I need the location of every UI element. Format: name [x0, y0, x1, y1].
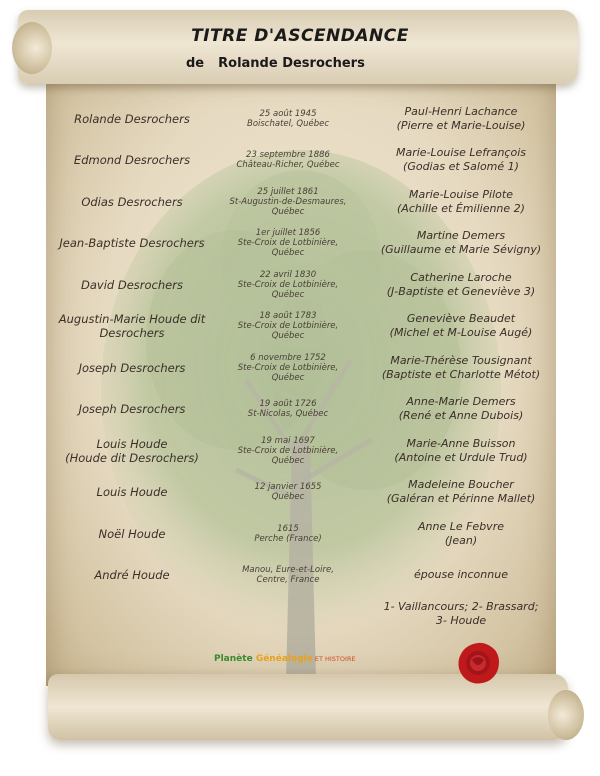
ancestor-name-line: Jean-Baptiste Desrochers [59, 236, 205, 250]
birth-info-line: Ste-Croix de Lotbinière, [237, 321, 339, 331]
table-row [0, 306, 600, 348]
spouse-info-line: (Antoine et Urdule Trud) [394, 450, 528, 464]
table-row [0, 264, 600, 306]
table-row [0, 347, 600, 389]
birth-info-line: Québec [271, 372, 305, 383]
spouse-info-line: Paul-Henri Lachance [404, 104, 518, 118]
wax-seal-icon [455, 640, 501, 686]
birth-info [228, 306, 348, 347]
birth-info-line: 19 août 1726 [259, 399, 317, 409]
footnote-line: 3- Houde [435, 614, 487, 627]
spouse-info-line: Marie-Louise Pilote [409, 187, 513, 201]
spouse-info-line: Anne-Marie Demers [406, 395, 516, 408]
ancestor-name [52, 306, 212, 347]
spouse-info-line: Anne Le Febvre [417, 519, 504, 533]
birth-info-line: Ste-Croix de Lotbinière, [237, 279, 339, 290]
spouse-info-line: (Baptiste et Charlotte Métot) [381, 367, 541, 381]
birth-info [228, 98, 348, 139]
birth-info-line: 6 novembre 1752 [250, 352, 326, 363]
footnote-line: 1- Vaillancours; 2- Brassard; [383, 600, 539, 613]
ancestor-name-line: (Houde dit Desrochers) [65, 450, 199, 465]
brand-part-genealogie: Généalogie [255, 654, 313, 664]
ancestor-name [52, 181, 212, 222]
spouse-info-line: Marie-Anne Buisson [406, 436, 516, 450]
spouse-info [372, 389, 550, 430]
birth-info-line: Château-Richer, Québec [236, 160, 340, 170]
birth-info-line: 25 juillet 1861 [257, 186, 319, 197]
spouse-info [372, 555, 550, 596]
brand-logo [214, 654, 356, 664]
ancestor-name [52, 98, 212, 139]
spouse-info-line: (Galéran et Périnne Mallet) [386, 492, 536, 505]
spouse-info-line: (René et Anne Dubois) [398, 409, 524, 422]
ancestor-name-line: Odias Desrochers [81, 194, 183, 209]
spouse-info-line: (Pierre et Marie-Louise) [396, 118, 526, 132]
spouse-info-line: (Guillaume et Marie Sévigny) [380, 243, 542, 256]
birth-info-line: Québec [271, 289, 305, 300]
birth-info-line: 1615 [277, 523, 299, 534]
ancestor-name [52, 264, 212, 305]
document-title: TITRE D'ASCENDANCE [191, 26, 409, 46]
birth-info-line: Ste-Croix de Lotbinière, [237, 238, 339, 248]
ancestor-name-line: Desrochers [99, 326, 165, 340]
scroll-bottom-curl [548, 690, 584, 740]
spouse-info [372, 347, 550, 388]
ancestor-name [52, 430, 212, 471]
birth-info [228, 555, 348, 596]
birth-info [228, 140, 348, 181]
subtitle-prefix: de [186, 56, 205, 71]
birth-info-line: Québec [271, 455, 305, 466]
subtitle-name: Rolande Desrochers [218, 56, 365, 71]
brand-part-histoire: ET HISTOIRE [312, 655, 356, 663]
spouse-info [372, 181, 550, 222]
spouse-info-line: (J-Baptiste et Geneviève 3) [386, 284, 536, 298]
spouse-info-line: Marie-Louise Lefrançois [396, 146, 526, 159]
birth-info [228, 264, 348, 305]
ancestor-name [52, 389, 212, 430]
birth-info-line: 19 mai 1697 [261, 435, 315, 446]
spouse-info [372, 98, 550, 139]
birth-info [228, 513, 348, 554]
birth-info-line: 18 août 1783 [259, 311, 317, 321]
table-row [0, 223, 600, 265]
birth-info-line: St-Augustin-de-Desmaures, [229, 196, 347, 207]
birth-info-line: Perche (France) [254, 533, 322, 544]
ancestor-name-line: Louis Houde [96, 485, 168, 499]
birth-info-line: Ste-Croix de Lotbinière, [237, 362, 339, 373]
ancestor-name [52, 140, 212, 181]
spouse-info-line: (Jean) [444, 533, 478, 547]
footnote [372, 600, 550, 628]
birth-info-line: Québec [271, 492, 305, 502]
birth-info [228, 472, 348, 513]
ancestor-name [52, 555, 212, 596]
birth-info-line: 25 août 1945 [259, 108, 317, 119]
scroll-top-roll [18, 10, 578, 84]
brand-part-planete: Planète [214, 654, 256, 664]
table-row [0, 472, 600, 514]
birth-info-line: Manou, Eure-et-Loire, [242, 565, 334, 575]
birth-info [228, 181, 348, 222]
spouse-info-line: (Michel et M-Louise Augé) [389, 326, 533, 339]
ancestor-name-line: Edmond Desrochers [73, 153, 191, 167]
spouse-info [372, 140, 550, 181]
ancestor-name-line: Louis Houde [96, 436, 168, 451]
ancestor-name-line: André Houde [94, 568, 170, 582]
ancestor-name-line: David Desrochers [81, 277, 183, 292]
ancestor-name [52, 223, 212, 264]
table-row [0, 140, 600, 182]
birth-info-line: Québec [271, 331, 305, 341]
ancestor-name-line: Joseph Desrochers [78, 360, 186, 375]
birth-info-line: 12 janvier 1655 [254, 482, 322, 492]
spouse-info-line: Madeleine Boucher [408, 478, 514, 491]
birth-info-line: Boischatel, Québec [246, 118, 330, 129]
ancestor-name [52, 513, 212, 554]
birth-info [228, 347, 348, 388]
birth-info-line: Québec [271, 248, 305, 258]
birth-info [228, 223, 348, 264]
ancestor-name-line: Noël Houde [98, 526, 166, 541]
spouse-info [372, 472, 550, 513]
birth-info-line: 23 septembre 1886 [246, 150, 330, 160]
ancestor-name [52, 472, 212, 513]
ancestor-name [52, 347, 212, 388]
spouse-info [372, 306, 550, 347]
table-row [0, 181, 600, 223]
birth-info-line: 1er juillet 1856 [255, 228, 321, 238]
table-row [0, 513, 600, 555]
table-row [0, 555, 600, 597]
spouse-info [372, 264, 550, 305]
table-row [0, 430, 600, 472]
birth-info-line: St-Nicolas, Québec [247, 409, 329, 419]
birth-info-line: 22 avril 1830 [259, 269, 317, 280]
spouse-info-line: Marie-Thérèse Tousignant [390, 353, 532, 367]
birth-info-line: Ste-Croix de Lotbinière, [237, 445, 339, 456]
ancestry-table [0, 98, 600, 596]
spouse-info-line: Geneviève Beaudet [406, 312, 516, 325]
spouse-info [372, 223, 550, 264]
birth-info [228, 389, 348, 430]
ancestor-name-line: Rolande Desrochers [74, 111, 190, 126]
spouse-info-line: (Godias et Salomé 1) [403, 160, 519, 173]
spouse-info [372, 513, 550, 554]
table-row [0, 389, 600, 431]
spouse-info-line: (Achille et Émilienne 2) [397, 201, 525, 215]
spouse-info [372, 430, 550, 471]
birth-info-line: Centre, France [256, 575, 320, 585]
table-row [0, 98, 600, 140]
ancestor-name-line: Joseph Desrochers [78, 402, 186, 416]
document-subtitle [186, 56, 365, 71]
spouse-info-line: Martine Demers [416, 229, 506, 242]
birth-info-line: Québec [271, 206, 305, 217]
birth-info [228, 430, 348, 471]
ancestor-name-line: Augustin-Marie Houde dit [58, 312, 206, 326]
spouse-info-line: Catherine Laroche [410, 270, 512, 284]
spouse-info-line: épouse inconnue [414, 568, 508, 581]
